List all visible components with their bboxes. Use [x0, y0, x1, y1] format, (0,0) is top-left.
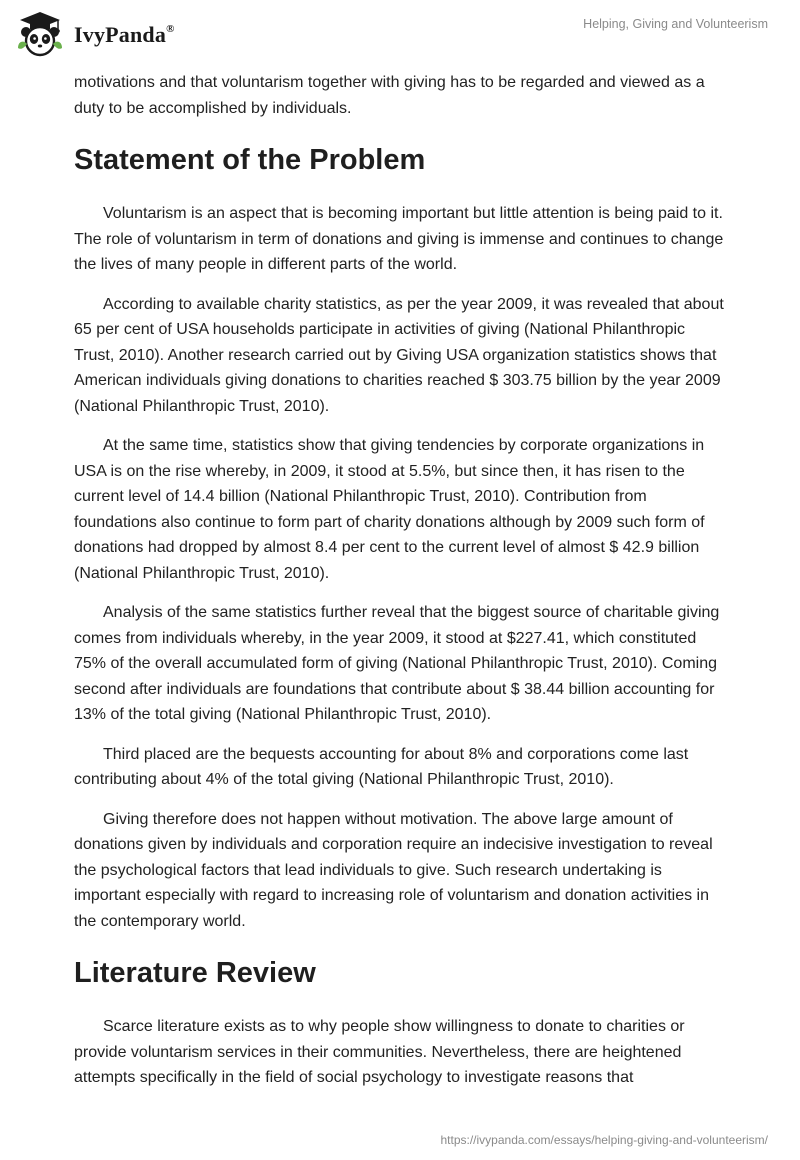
paragraph-3: At the same time, statistics show that giving tendencies by corporate organizations in USA is on the rise whereby, in 2009, it stood at 5.5%, but since then, it has risen to the current level of 14.4 billion (National Philanthropic Trust, 2010). Contribution from foundations also continue to form part of charity donations although by 2009 such form of donations had dropped by almost 8.4 per cent to the current level of almost $ 42.9 billion (National Philanthropic Trust, 2010).: [74, 437, 705, 582]
logo-text: IvyPanda®: [74, 22, 175, 47]
document-title: Helping, Giving and Volunteerism: [583, 17, 768, 31]
paragraph-5: Third placed are the bequests accounting for about 8% and corporations come last contributing about 4% of the total giving (National Philanthropic Trust, 2010).: [74, 745, 689, 788]
paragraph-intro-tail: motivations and that voluntarism together with giving has to be regarded and viewed as a duty to be accomplished by individuals.: [74, 74, 705, 117]
logo[interactable]: [14, 8, 175, 60]
paragraph-6: Giving therefore does not happen without motivation. The above large amount of donations given by individuals and corporation require an indecisive investigation to reveal the psychological factors that lead individuals to give. Such research undertaking is important especially with regard to increasing role of voluntarism and donation activities in the contemporary world.: [74, 810, 713, 930]
paragraph-2: According to available charity statistics, as per the year 2009, it was revealed that about 65 per cent of USA households participate in activities of giving (National Philanthropic Trust, 2010). Another research carried out by Giving USA organization statistics shows that American individuals giving donations to charities reached $ 303.75 billion by the year 2009 (National Philanthropic Trust, 2010).: [74, 295, 724, 415]
paragraph-1: Voluntarism is an aspect that is becoming important but little attention is being paid to it. The role of voluntarism in term of donations and giving is immense and continues to change the lives of many people in different parts of the world.: [74, 205, 724, 273]
footer-url[interactable]: https://ivypanda.com/essays/helping-giving-and-volunteerism/: [440, 1133, 768, 1147]
page-header: [0, 0, 800, 70]
essay-content: [74, 70, 726, 1105]
paragraph-4: Analysis of the same statistics further reveal that the biggest source of charitable giving comes from individuals whereby, in the year 2009, it stood at $227.41, which constituted 75% of the overall accumulated form of giving (National Philanthropic Trust, 2010). Coming second after individuals are foundations that contribute about $ 38.44 billion accounting for 13% of the total giving (National Philanthropic Trust, 2010).: [74, 604, 720, 723]
paragraph-7: Scarce literature exists as to why people show willingness to donate to charities or provide voluntarism services in their communities. Nevertheless, there are heightened attempts specifically in the field of social psychology to investigate reasons that: [74, 1018, 685, 1086]
heading-literature-review: Literature Review: [74, 957, 316, 989]
heading-statement-of-problem: Statement of the Problem: [74, 144, 426, 176]
panda-logo-icon: [14, 8, 66, 60]
